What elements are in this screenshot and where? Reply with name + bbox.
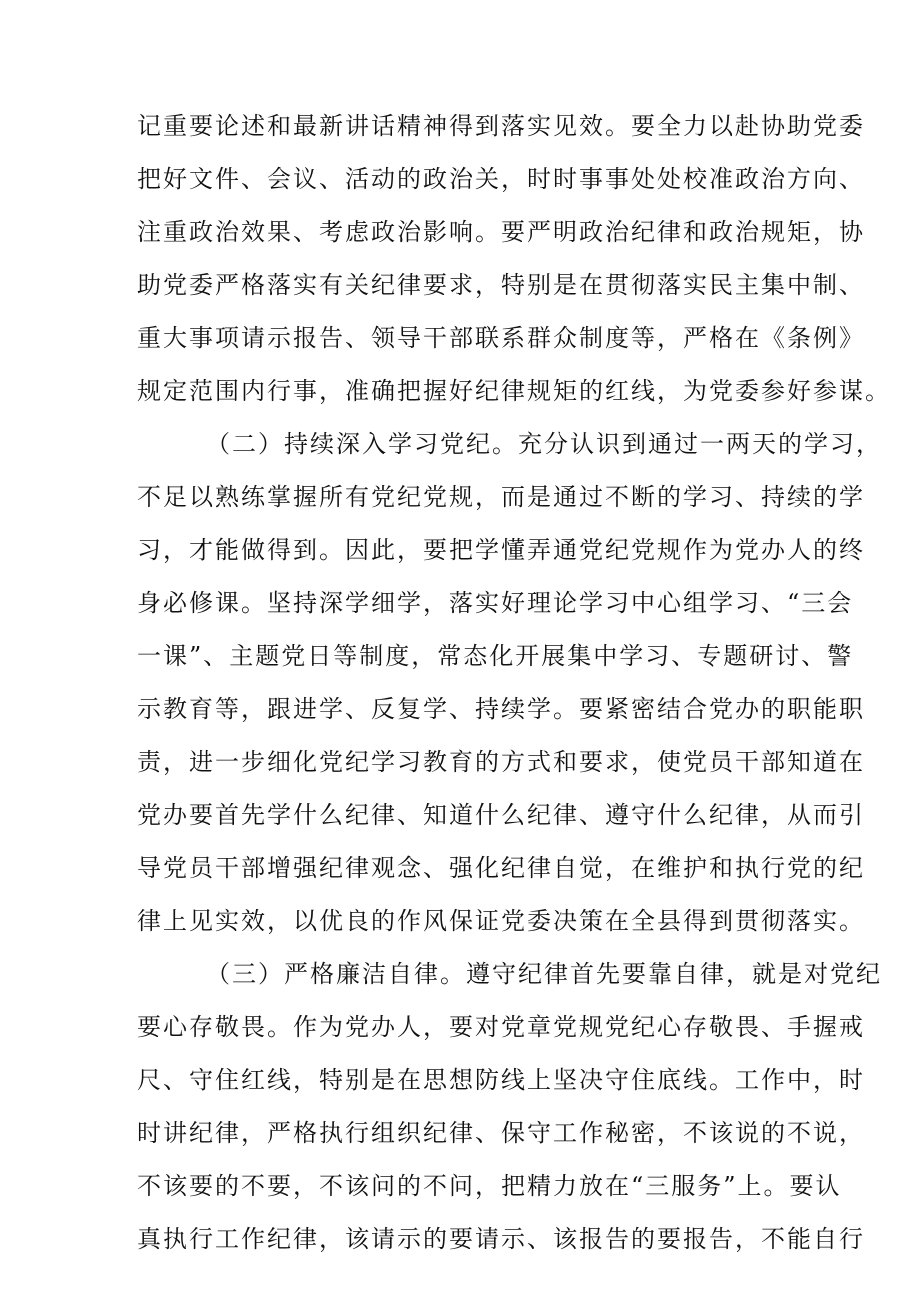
paragraph-line: 助党委严格落实有关纪律要求，特别是在贯彻落实民主集中制、 <box>137 271 865 299</box>
paragraph-line: 重大事项请示报告、领导干部联系群众制度等，严格在《条例》 <box>137 324 865 352</box>
section-two-heading-line: （二）持续深入学习党纪。充分认识到通过一两天的学习， <box>206 430 882 458</box>
paragraph-line: 把好文件、会议、活动的政治关，时时事事处处校准政治方向、 <box>137 165 865 193</box>
paragraph-line: 尺、守住红线，特别是在思想防线上坚决守住底线。工作中，时 <box>137 1066 865 1094</box>
paragraph-line: 不足以熟练掌握所有党纪党规，而是通过不断的学习、持续的学 <box>137 483 865 511</box>
paragraph-line: 责，进一步细化党纪学习教育的方式和要求，使党员干部知道在 <box>137 748 865 776</box>
paragraph-line: 要心存敬畏。作为党办人，要对党章党规党纪心存敬畏、手握戒 <box>137 1013 865 1041</box>
paragraph-line: 示教育等，跟进学、反复学、持续学。要紧密结合党办的职能职 <box>137 695 865 723</box>
paragraph-line: 习，才能做得到。因此，要把学懂弄通党纪党规作为党办人的终 <box>137 536 865 564</box>
paragraph-line: 律上见实效，以优良的作风保证党委决策在全县得到贯彻落实。 <box>137 907 865 935</box>
paragraph-line: 导党员干部增强纪律观念、强化纪律自觉，在维护和执行党的纪 <box>137 854 865 882</box>
paragraph-line: 不该要的不要，不该问的不问，把精力放在“三服务”上。要认 <box>137 1172 842 1200</box>
paragraph-line: 党办要首先学什么纪律、知道什么纪律、遵守什么纪律，从而引 <box>137 801 865 829</box>
paragraph-line: 身必修课。坚持深学细学，落实好理论学习中心组学习、“三会 <box>137 589 854 617</box>
section-three-heading-line: （三）严格廉洁自律。遵守纪律首先要靠自律，就是对党纪 <box>206 960 882 988</box>
paragraph-line: 时讲纪律，严格执行组织纪律、保守工作秘密，不该说的不说， <box>137 1119 865 1147</box>
paragraph-line: 记重要论述和最新讲话精神得到落实见效。要全力以赴协助党委 <box>137 112 865 140</box>
paragraph-line: 注重政治效果、考虑政治影响。要严明政治纪律和政治规矩，协 <box>137 218 865 246</box>
paragraph-line: 规定范围内行事，准确把握好纪律规矩的红线，为党委参好参谋。 <box>137 377 891 405</box>
paragraph-line: 一课”、主题党日等制度，常态化开展集中学习、专题研讨、警 <box>137 642 854 670</box>
paragraph-line: 真执行工作纪律，该请示的要请示、该报告的要报告，不能自行 <box>137 1225 865 1253</box>
